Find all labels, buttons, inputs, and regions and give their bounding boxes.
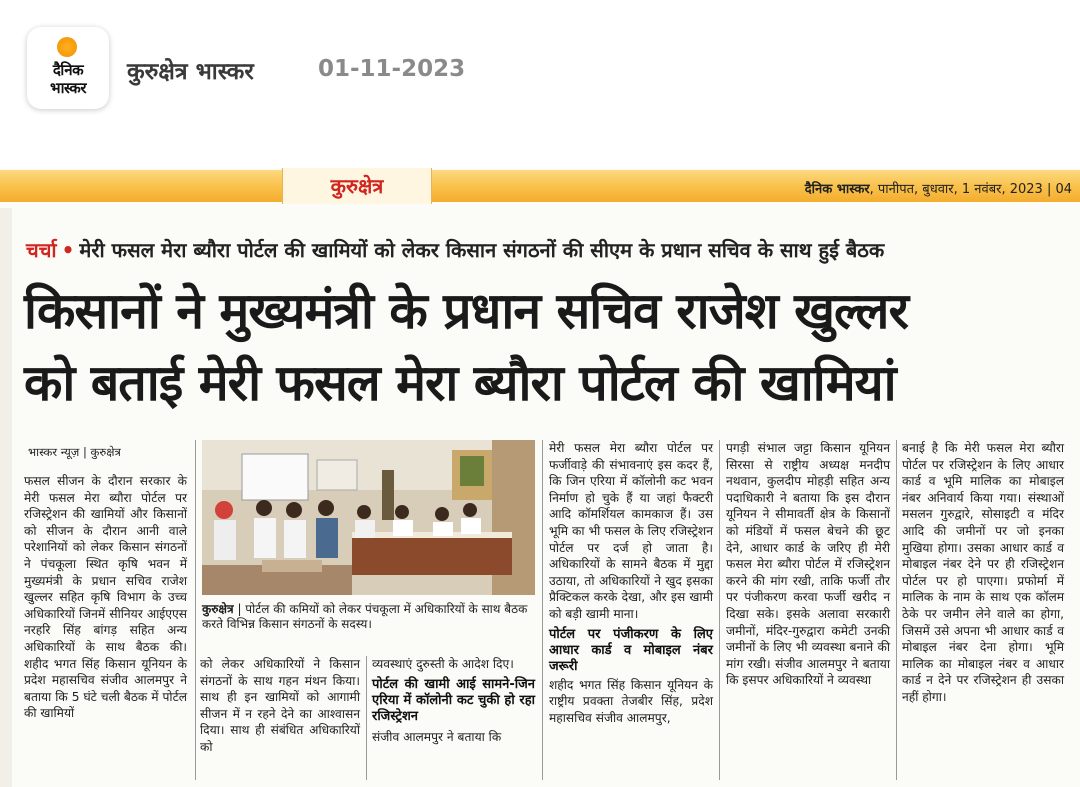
sun-icon	[57, 37, 77, 57]
article-column-1: फसल सीजन के दौरान सरकार के मेरी फसल मेरा ब्यौरा पोर्टल पर रजिस्ट्रेशन की खामियों और किसानों को सीजन के दौरान आनी वाले परेशानियों को लेकर किसान संगठनों ने पंचकूला स्थित कृषि भवन में मुख्यमंत्री के प्रधान सचिव राजेश खुल्लर सहित कृषि विभाग के उच्च अधिकारियों जिनमें सीनियर आईएएस नरहरि सिंह बांगड़ सहित अन्य अधिकारियों के साथ बैठक की। शहीद भगत सिंह किसान यूनियन के प्रदेश महासचिव संजीव आलमपुर ने बताया कि 5 घंटे चली बैठक में पोर्टल की खामियों	[24, 474, 187, 721]
dainik-bhaskar-logo[interactable]	[27, 27, 109, 109]
photo-caption	[202, 602, 535, 632]
section-tag: कुरुक्षेत्र	[282, 168, 432, 204]
caption-place: कुरुक्षेत्र	[202, 602, 234, 616]
headline	[24, 275, 1074, 419]
headline-line2: को बताई मेरी फसल मेरा ब्यौरा पोर्टल की खामियां	[24, 354, 896, 412]
meeting-photo-image	[202, 440, 535, 595]
app-header	[0, 0, 1080, 140]
byline: भास्कर न्यूज़ | कुरुक्षेत्र	[28, 445, 121, 459]
column-divider	[195, 440, 196, 780]
article-column-2: को लेकर अधिकारियों ने किसान संगठनों के साथ गहन मंथन किया। साथ ही इन खामियों को आगामी सीजन में न रहने देने का आश्वासन दिया। साथ ही संबंधित अधिकारियों को	[200, 657, 360, 754]
column-divider	[366, 656, 367, 780]
kicker	[26, 236, 884, 263]
page-date-info: , पानीपत, बुधवार, 1 नवंबर, 2023 | 04	[869, 182, 1072, 197]
headline-line1: किसानों ने मुख्यमंत्री के प्रधान सचिव राजेश खुल्लर	[24, 282, 908, 340]
logo-text-line1: दैनिक	[52, 61, 84, 79]
caption-text: | पोर्टल की कमियों को लेकर पंचकूला में अधिकारियों के साथ बैठक करते विभिन्न किसान संगठनों के सदस्य।	[202, 602, 528, 631]
article-column-5: पगड़ी संभाल जट्टा किसान यूनियन सिरसा से राष्ट्रीय अध्यक्ष मनदीप नथवान, कुलदीप मोहड़ी सहित अन्य पदाधिकारी ने बताया कि इस दौरान यूनियन ने सीमावर्ती क्षेत्र के किसानों को मंडियों में फसल बेचने की छूट देने, आधार कार्ड के जरिए ही मेरी फसल मेरा ब्यौरा पोर्टल में रजिस्ट्रेशन करने की मांग रखी, ताकि फर्जी तौर पर पंजीकरण करवा फर्जी खरीद न दिखा सके। इसके अलावा सरकारी जमीनों, मंदिर-गुरुद्वारा कमेटी उनकी जमीनों के लिए भी व्यवस्था बनाने की मांग रखी। संजीव आलमपुर ने बताया कि इसपर अधिकारियों ने व्यवस्था	[726, 441, 890, 688]
adjacent-article-strip	[0, 208, 12, 787]
kicker-text: मेरी फसल मेरा ब्यौरा पोर्टल की खामियों को लेकर किसान संगठनों की सीएम के प्रधान सचिव के साथ हुई बैठक	[79, 238, 885, 262]
paper-name: दैनिक भास्कर	[804, 182, 870, 197]
col4-text-b: शहीद भगत सिंह किसान यूनियन के राष्ट्रीय प्रवक्ता तेजबीर सिंह, प्रदेश महासचिव संजीव आलमपुर,	[549, 677, 713, 725]
col3-text-b: संजीव आलमपुर ने बताया कि	[372, 729, 502, 744]
kicker-label: चर्चा	[26, 238, 57, 262]
subhead-aadhaar-mobile: पोर्टल पर पंजीकरण के लिए आधार कार्ड व मोबाइल नंबर जरूरी	[549, 626, 713, 674]
col3-text-a: व्यवस्थाएं दुरुस्ती के आदेश दिए।	[372, 657, 514, 671]
article-column-6: बनाई है कि मेरी फसल मेरा ब्यौरा पोर्टल पर रजिस्ट्रेशन के लिए आधार कार्ड व भूमि मालिक का मोबाइल नंबर अनिवार्य किया गया। संस्थाओं मसलन गुरुद्वारे, सोसाइटी व मंदिर आदि की जमीनों पर जो इनका मुखिया होगा। उसका आधार कार्ड व मोबाइल नंबर देने पर ही रजिस्ट्रेशन पोर्टल पर हो पाएगा। प्रफोर्मा में मालिक के नाम के साथ एक कॉलम ठेके पर जमीन लेने वाले का होगा, जिसमें उसे अपना भी आधार कार्ड व मोबाइल नंबर देना होगा। भूमि मालिक का मोबाइल नंबर व आधार कार्ड न देने पर रजिस्ट्रेशन ही उसका नहीं होगा।	[902, 441, 1064, 704]
article-column-4	[549, 440, 713, 726]
newspaper-clipping[interactable]	[0, 168, 1080, 787]
column-divider	[719, 440, 720, 780]
page-info	[700, 179, 1072, 197]
subhead-portal-flaw: पोर्टल की खामी आई सामने-जिन एरिया में कॉलोनी कट चुकी हो रहा रजिस्ट्रेशन	[372, 676, 535, 724]
col4-text-a: मेरी फसल मेरा ब्यौरा पोर्टल पर फर्जीवाड़े की संभावनाएं इस कदर हैं, कि जिन एरिया में कॉलोनी कट भवन निर्माण हो चुके हैं या जहां फैक्टरी आदि कॉमर्शियल कामकाज हैं। उस भूमि का भी फसल के लिए रजिस्ट्रेशन पोर्टल पर दर्ज हो जाता है। अधिकारियों के सामने बैठक में मुद्दा उठाया, तो अधिकारियों ने खुद इसका प्रैक्टिकल करके देखा, और इस खामी को बड़ी खामी माना।	[549, 441, 713, 621]
logo-text-line2: भास्कर	[50, 79, 86, 97]
column-divider	[896, 440, 897, 780]
article-column-3	[372, 656, 535, 745]
column-divider	[542, 440, 543, 780]
edition-title: कुरुक्षेत्र भास्कर	[127, 59, 254, 85]
meeting-photo	[202, 440, 535, 595]
bullet-dot-icon: •	[61, 238, 75, 262]
edition-date: 01-11-2023	[318, 56, 466, 82]
